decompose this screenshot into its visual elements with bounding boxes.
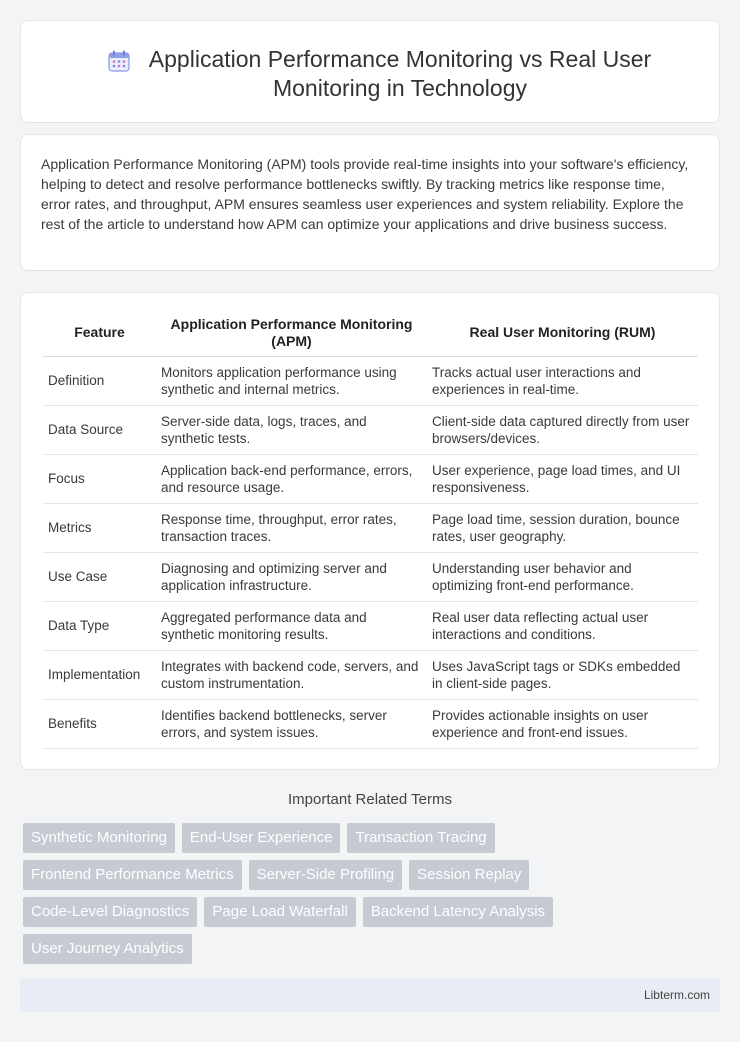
- table-row: [43, 356, 698, 405]
- intro-paragraph: Application Performance Monitoring (APM) tools provide real-time insights into your software's efficiency, helping to detect and resolve performance bottlenecks swiftly. By tracking metrics like response time, error rates, and throughput, APM ensures seamless user experiences and system reliability. Explore the rest of the article to understand how APM can optimize your applications and drive business success.: [41, 156, 689, 232]
- table-cell-feat: Data Type: [43, 601, 156, 650]
- related-term-tag[interactable]: Backend Latency Analysis: [363, 897, 553, 927]
- intro-card: [20, 134, 720, 271]
- table-cell-rum: Uses JavaScript tags or SDKs embedded in client-side pages.: [427, 650, 698, 699]
- table-cell-apm: Response time, throughput, error rates, transaction traces.: [156, 503, 427, 552]
- related-terms-title: Important Related Terms: [288, 791, 452, 808]
- footer-site-link[interactable]: Libterm.com: [643, 988, 710, 1002]
- table-cell-apm: Diagnosing and optimizing server and application infrastructure.: [156, 552, 427, 601]
- table-cell-apm: Application back-end performance, errors, and resource usage.: [156, 454, 427, 503]
- related-term-tag[interactable]: Page Load Waterfall: [204, 897, 355, 927]
- table-row: [43, 650, 698, 699]
- table-cell-feat: Data Source: [43, 405, 156, 454]
- related-term-tag[interactable]: User Journey Analytics: [23, 934, 192, 964]
- table-row: [43, 552, 698, 601]
- table-cell-rum: User experience, page load times, and UI responsiveness.: [427, 454, 698, 503]
- comparison-table: [43, 310, 698, 749]
- footer: [20, 978, 720, 1012]
- table-row: [43, 503, 698, 552]
- header-feature: Feature: [43, 310, 156, 356]
- table-cell-feat: Implementation: [43, 650, 156, 699]
- related-terms-list: [23, 823, 623, 964]
- table-cell-rum: Page load time, session duration, bounce rates, user geography.: [427, 503, 698, 552]
- related-term-tag[interactable]: Server-Side Profiling: [249, 860, 403, 890]
- table-cell-rum: Real user data reflecting actual user interactions and conditions.: [427, 601, 698, 650]
- table-body: [43, 356, 698, 748]
- related-term-tag[interactable]: Frontend Performance Metrics: [23, 860, 242, 890]
- title-card: [20, 20, 720, 123]
- related-term-tag[interactable]: Session Replay: [409, 860, 529, 890]
- table-cell-rum: Client-side data captured directly from user browsers/devices.: [427, 405, 698, 454]
- related-term-tag[interactable]: Synthetic Monitoring: [23, 823, 175, 853]
- table-row: [43, 454, 698, 503]
- table-row: [43, 601, 698, 650]
- table-cell-apm: Aggregated performance data and synthetic monitoring results.: [156, 601, 427, 650]
- header-apm: Application Performance Monitoring (APM): [156, 310, 427, 356]
- table-row: [43, 405, 698, 454]
- related-term-tag[interactable]: Code-Level Diagnostics: [23, 897, 197, 927]
- table-cell-feat: Metrics: [43, 503, 156, 552]
- table-cell-apm: Integrates with backend code, servers, and custom instrumentation.: [156, 650, 427, 699]
- table-cell-rum: Tracks actual user interactions and experiences in real-time.: [427, 356, 698, 405]
- table-cell-apm: Identifies backend bottlenecks, server errors, and system issues.: [156, 699, 427, 748]
- table-cell-feat: Use Case: [43, 552, 156, 601]
- header-rum: Real User Monitoring (RUM): [427, 310, 698, 356]
- table-cell-feat: Focus: [43, 454, 156, 503]
- table-cell-rum: Understanding user behavior and optimizing front-end performance.: [427, 552, 698, 601]
- table-cell-apm: Monitors application performance using synthetic and internal metrics.: [156, 356, 427, 405]
- related-term-tag[interactable]: Transaction Tracing: [347, 823, 494, 853]
- table-row: [43, 699, 698, 748]
- table-cell-rum: Provides actionable insights on user experience and front-end issues.: [427, 699, 698, 748]
- table-cell-apm: Server-side data, logs, traces, and synthetic tests.: [156, 405, 427, 454]
- page-title: Application Performance Monitoring vs Real User Monitoring in Technology: [148, 46, 652, 101]
- comparison-table-card: [20, 292, 720, 770]
- table-cell-feat: Benefits: [43, 699, 156, 748]
- related-term-tag[interactable]: End-User Experience: [182, 823, 341, 853]
- table-header-row: [43, 310, 698, 356]
- table-cell-feat: Definition: [43, 356, 156, 405]
